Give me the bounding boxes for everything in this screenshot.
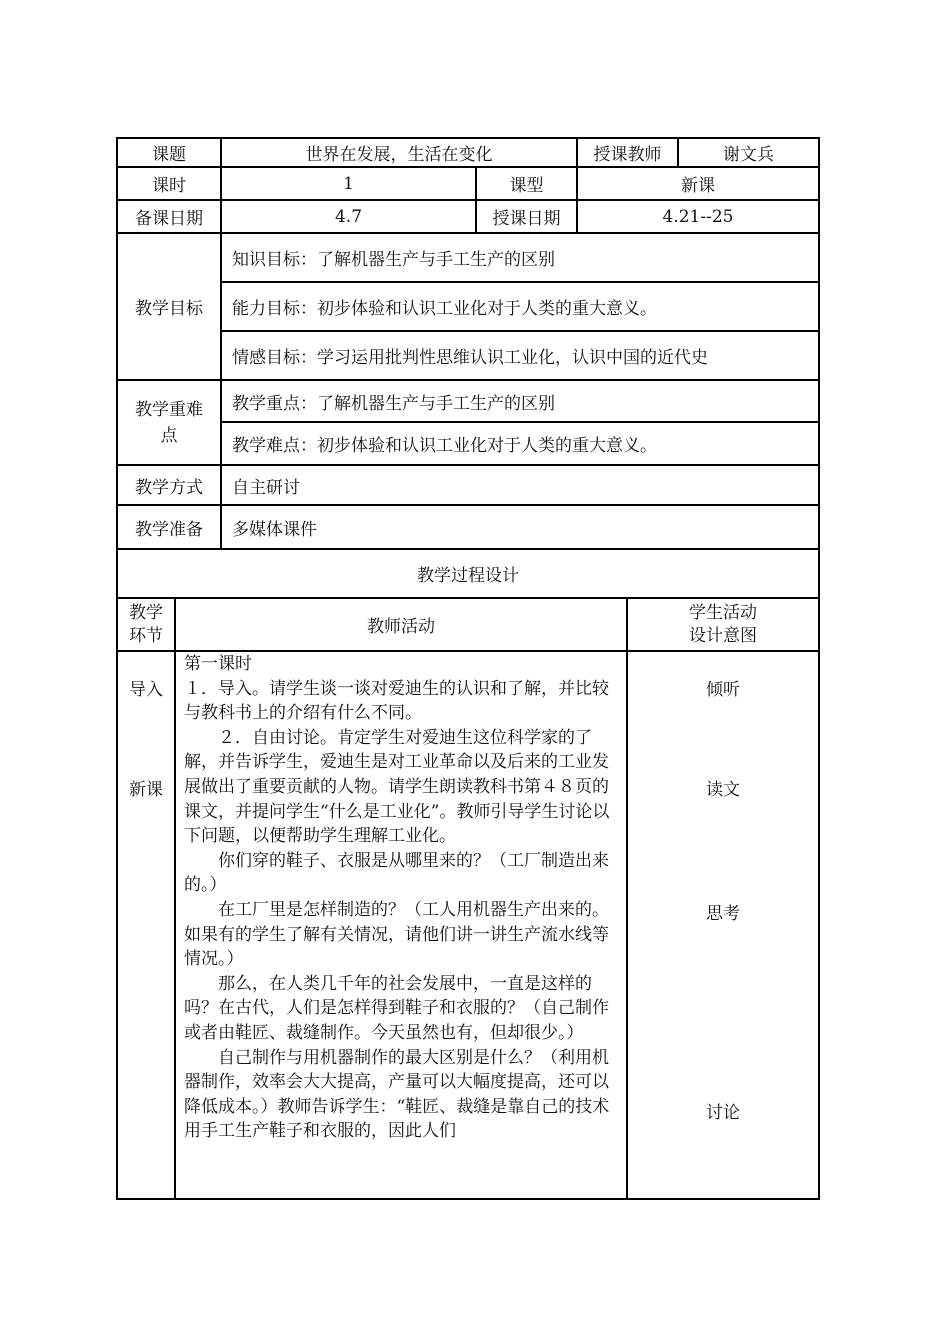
lesson-plan-table [116, 137, 820, 599]
teach-date-value: 4.21--25 [577, 200, 819, 233]
prep-date-value: 4.7 [221, 200, 476, 233]
col-stage-header [117, 598, 175, 651]
goals-label: 教学目标 [117, 233, 221, 380]
type-label: 课型 [476, 167, 577, 200]
teacher-label: 授课教师 [577, 138, 678, 167]
goal-knowledge: 知识目标：了解机器生产与手工生产的区别 [221, 233, 819, 282]
prep-value: 多媒体课件 [221, 505, 819, 549]
col-student-line-1: 学生活动 [689, 602, 757, 623]
goal-ability: 能力目标：初步体验和认识工业化对于人类的重大意义。 [221, 282, 819, 331]
question-ancient: 那么，在人类几千年的社会发展中，一直是这样的吗？在古代，人们是怎样得到鞋子和衣服的？（自己制作或者由鞋匠、裁缝制作。今天虽然也有，但却很少。） [184, 973, 609, 1043]
prep-label: 教学准备 [117, 505, 221, 549]
period-value: 1 [221, 167, 476, 200]
method-value: 自主研讨 [221, 465, 819, 505]
activity-listen: 倾听 [706, 680, 740, 700]
process-title: 教学过程设计 [117, 549, 819, 598]
lesson-number: 第一课时 [184, 654, 252, 674]
question-factory: 在工厂里是怎样制造的？（工人用机器生产出来的。如果有的学生了解有关情况，请他们讲一讲生产流水线等情况。） [184, 899, 609, 970]
stage-new: 新课 [129, 780, 163, 800]
teacher-activity-text [184, 652, 619, 1198]
prep-date-label: 备课日期 [117, 200, 221, 233]
col-stage-text: 教学环节 [128, 602, 163, 646]
stage-cell [117, 651, 175, 1199]
question-clothes: 你们穿的鞋子、衣服是从哪里来的？（工厂制造出来的。） [184, 850, 609, 896]
activity-discuss: 讨论 [706, 1103, 740, 1123]
key-points-label: 教学重难点 [117, 380, 221, 465]
topic-value: 世界在发展，生活在变化 [221, 138, 577, 167]
goal-emotion: 情感目标：学习运用批判性思维认识工业化，认识中国的近代史 [221, 331, 819, 380]
key-point: 教学重点：了解机器生产与手工生产的区别 [221, 380, 819, 422]
topic-label: 课题 [117, 138, 221, 167]
lesson-plan-sheet [116, 137, 818, 1200]
teach-date-label: 授课日期 [476, 200, 577, 233]
activity-think: 思考 [706, 904, 740, 924]
method-label: 教学方式 [117, 465, 221, 505]
difficult-point: 教学难点：初步体验和认识工业化对于人类的重大意义。 [221, 422, 819, 465]
teacher-activity-cell [175, 651, 627, 1199]
question-difference: 自己制作与用机器制作的最大区别是什么？（利用机器制作，效率会大大提高，产量可以大幅度提高，还可以降低成本。）教师告诉学生：“鞋匠、裁缝是靠自己的技术用手工生产鞋子和衣服的，因此人们 [184, 1047, 610, 1142]
col-student-line-2: 设计意图 [689, 625, 757, 646]
stage-intro: 导入 [129, 680, 163, 700]
step-discussion: ２．自由讨论。肯定学生对爱迪生这位科学家的了解，并告诉学生，爱迪生是对工业革命以及后来的工业发展做出了重要贡献的人物。请学生朗读教科书第４８页的课文，并提问学生“什么是工业化”。教师引导学生讨论以下问题，以便帮助学生理解工业化。 [184, 727, 610, 847]
period-label: 课时 [117, 167, 221, 200]
process-table [116, 597, 820, 1200]
col-teacher-header: 教师活动 [175, 598, 627, 651]
step-intro: １．导入。请学生谈一谈对爱迪生的认识和了解，并比较与教科书上的介绍有什么不同。 [184, 678, 609, 724]
col-student-header [627, 598, 819, 651]
student-activity-cell [627, 651, 819, 1199]
type-value: 新课 [577, 167, 819, 200]
teacher-value: 谢文兵 [678, 138, 819, 167]
activity-read: 读文 [706, 780, 740, 800]
